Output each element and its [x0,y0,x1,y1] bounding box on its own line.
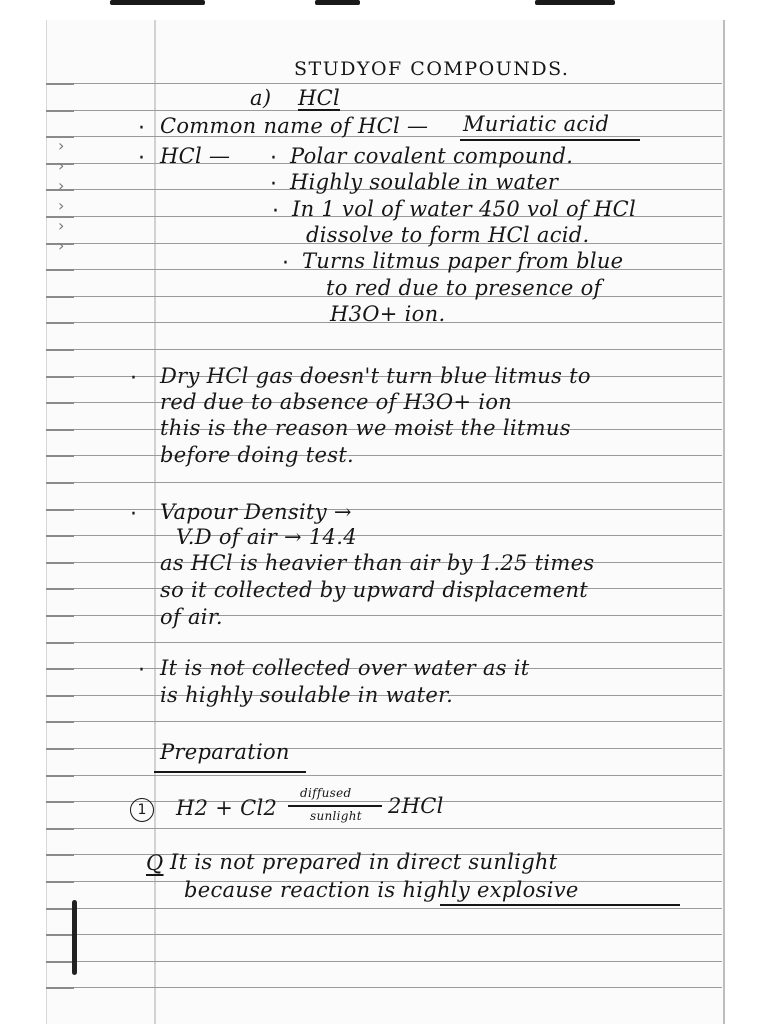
property-item: Turns litmus paper from blue [302,249,624,273]
bullet: · [138,658,145,683]
ruled-line [46,83,722,84]
bullet: · [138,116,145,141]
question-line: It is not prepared in direct sunlight [170,850,558,874]
ruled-line [46,721,722,722]
margin-tick [46,562,74,564]
step-number: 1 [130,798,154,822]
margin-tick [46,828,74,830]
margin-tick [46,881,74,883]
margin-tick [46,402,74,404]
margin-tick [46,269,74,271]
bullet: · [272,199,279,224]
ruled-line [46,775,722,776]
underline-mark [460,139,640,141]
margin-chevron-icon: › [58,236,65,255]
binding-mark [535,0,615,5]
bullet: · [270,172,277,197]
margin-tick [46,296,74,298]
ruled-line [46,455,722,456]
margin-tick [46,987,74,989]
ruled-line [46,908,722,909]
margin-chevron-icon: › [58,176,65,195]
margin-tick [46,110,74,112]
bullet: · [130,502,137,527]
equation-condition-bottom: sunlight [310,809,362,823]
margin-tick [46,961,74,963]
pen-mark [72,900,77,975]
page-title: STUDYOF COMPOUNDS. [294,58,570,80]
margin-tick [46,721,74,723]
margin-tick [46,376,74,378]
margin-tick [46,908,74,910]
margin-tick [46,588,74,590]
margin-tick [46,615,74,617]
margin-chevron-icon: › [58,156,65,175]
bullet: · [270,146,277,171]
bullet: · [282,251,289,276]
property-item: to red due to presence of [326,276,602,300]
margin-tick [46,854,74,856]
margin-tick [46,775,74,777]
ruled-line [46,535,722,536]
ruled-line [46,642,722,643]
margin-tick [46,748,74,750]
common-name-value: Muriatic acid [463,112,610,136]
ruled-line [46,748,722,749]
bullet: · [138,146,145,171]
vapour-density-line: of air. [160,605,223,629]
common-name-label: Common name of HCl — [160,114,429,138]
dry-gas-line: before doing test. [160,443,355,467]
dry-gas-line: Dry HCl gas doesn't turn blue litmus to [160,364,591,388]
margin-tick [46,83,74,85]
margin-tick [46,349,74,351]
margin-tick [46,509,74,511]
dry-gas-line: red due to absence of H3O+ ion [160,390,513,414]
binding-mark [110,0,205,5]
margin-tick [46,934,74,936]
margin-tick [46,322,74,324]
binding-mark [315,0,360,5]
question-line: because reaction is highly explosive [184,878,579,902]
property-item: H3O+ ion. [330,302,446,326]
vapour-density-line: so it collected by upward displacement [160,578,589,602]
margin-chevron-icon: › [58,136,65,155]
margin-tick [46,695,74,697]
underline-mark [154,771,306,773]
margin-chevron-icon: › [58,216,65,235]
property-item: dissolve to form HCl acid. [306,223,590,247]
vapour-density-line: as HCl is heavier than air by 1.25 times [160,551,595,575]
ruled-line [46,349,722,350]
question-marker: Q [146,851,164,875]
ruled-line [46,961,722,962]
property-item: Highly soulable in water [290,170,559,194]
property-item: In 1 vol of water 450 vol of HCl [292,197,637,221]
ruled-line [46,509,722,510]
ruled-line [46,482,722,483]
ruled-line [46,987,722,988]
margin-tick [46,668,74,670]
section-marker: a) [250,86,272,110]
ruled-line [46,828,722,829]
equation-product: 2HCl [388,794,444,818]
section-heading: HCl [298,86,340,110]
ruled-line [46,934,722,935]
margin-tick [46,455,74,457]
preparation-heading: Preparation [160,740,290,764]
margin-tick [46,535,74,537]
margin-tick [46,429,74,431]
equation-condition-top: diffused [300,786,352,800]
margin-tick [46,801,74,803]
properties-lead: HCl — [160,144,231,168]
ruled-line [46,110,722,111]
not-over-water-line: is highly soulable in water. [160,683,454,707]
margin-chevron-icon: › [58,196,65,215]
vapour-density-line: V.D of air → 14.4 [176,525,357,549]
margin-tick [46,642,74,644]
margin-tick [46,482,74,484]
dry-gas-line: this is the reason we moist the litmus [160,416,571,440]
not-over-water-line: It is not collected over water as it [160,656,530,680]
property-item: Polar covalent compound. [290,144,574,168]
bullet: · [130,366,137,391]
ruled-line [46,615,722,616]
reaction-arrow [288,805,382,807]
underline-mark [440,904,680,906]
vapour-density-line: Vapour Density → [160,500,352,524]
equation-reactants: H2 + Cl2 [176,796,278,820]
